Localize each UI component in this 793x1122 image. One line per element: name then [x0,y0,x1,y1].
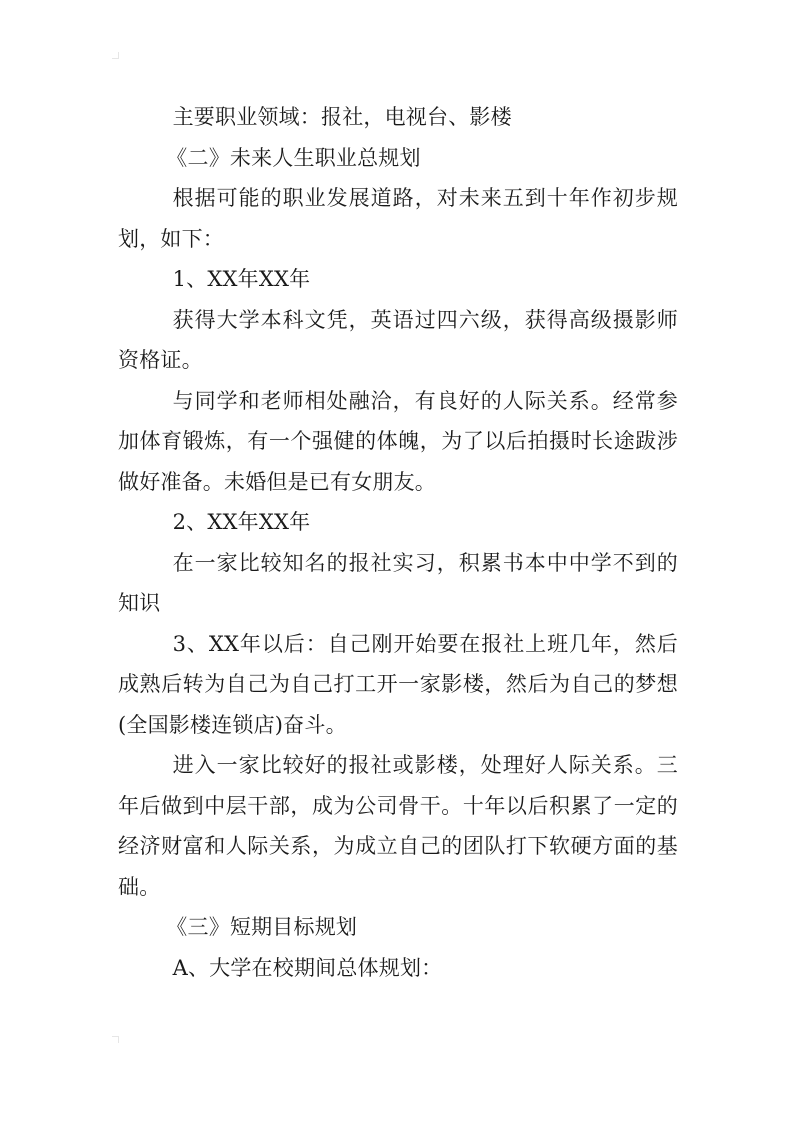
section-heading-future-plan: 《二》未来人生职业总规划 [166,145,421,170]
paragraph-stage-3-plan: 3、XX年以后：自己刚开始要在报社上班几年，然后成熟后转为自己为自己打工开一家影楼，然后为自己的梦想(全国影楼连锁店)奋斗。 [118,631,678,737]
paragraph-stage-1-diploma: 获得大学本科文凭，英语过四六级，获得高级摄影师资格证。 [118,307,678,372]
paragraph-stage-1-relations: 与同学和老师相处融洽，有良好的人际关系。经常参加体育锻炼，有一个强健的体魄，为了以后拍摄时长途跋涉做好准备。未婚但是已有女朋友。 [118,388,678,494]
page-corner-mark-bottom [112,1036,119,1043]
paragraph-stage-1-title: 1、XX年XX年 [172,267,311,291]
paragraph-stage-2-title: 2、XX年XX年 [172,510,311,534]
paragraph-plan-intro: 根据可能的职业发展道路，对未来五到十年作初步规划，如下： [118,186,678,251]
paragraph-stage-3-career: 进入一家比较好的报社或影楼，处理好人际关系。三年后做到中层干部，成为公司骨干。十年以后积累了一定的经济财富和人际关系，为成立自己的团队打下软硬方面的基础。 [118,753,678,899]
page-corner-mark-top [112,52,119,59]
paragraph-university-plan: A、大学在校期间总体规划： [172,955,443,980]
document-body [118,97,678,988]
paragraph-career-fields: 主要职业领域：报社，电视台、影楼 [172,105,512,129]
paragraph-stage-2-internship: 在一家比较知名的报社实习，积累书本中中学不到的知识 [118,550,678,615]
section-heading-short-term: 《三》短期目标规划 [166,915,358,939]
